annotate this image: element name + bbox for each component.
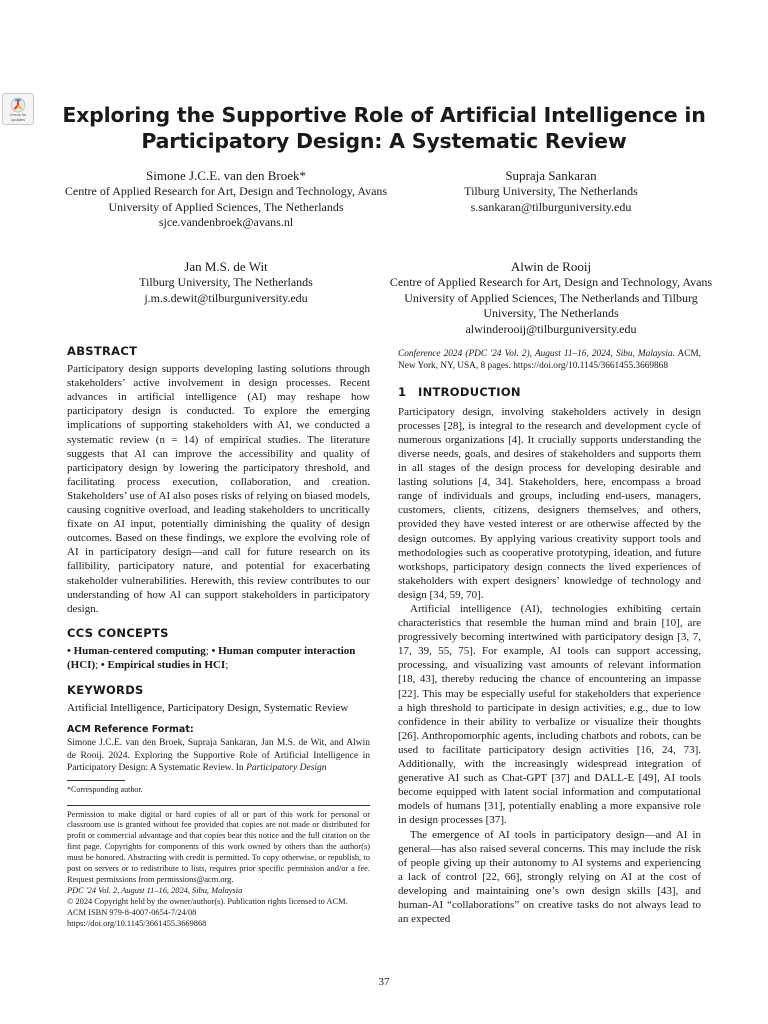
section-heading-introduction [398, 385, 701, 399]
abstract-text: Participatory design supports developing lasting solutions through stakeholders’ active involvement in design processes. Recent advances in artificial intelligence (AI) may reshape how participatory design is conducted. To explore the emerging implications of supporting stakeholders with AI, we conducted a systematic review (n = 14) of empirical studies. The literature suggests that AI can improve the accessibility and quality of participatory design by lowering the participatory threshold, and facilitating process execution, collaboration, and creation. Stakeholders’ use of AI also poses risks of relying on biased models, causing cognitive overload, and leading stakeholders to uncritically fixate on AI input, potentially diminishing the quality of design outcomes. Based on these findings, we explore the evolving role of AI in participatory design—and call for future research on its fallibility, participatory nature, and potential for exacerbating stakeholder vulnerabilities. Herewith, this review contributes to our understanding of how AI can support stakeholders in participatory design. [67, 363, 370, 615]
author-email[interactable]: alwinderooij@tilburguniversity.edu [465, 321, 637, 336]
crossmark-icon [10, 97, 26, 113]
paper-title: Exploring the Supportive Role of Artificial Intelligence in Participatory Design: A Systematic Review [62, 103, 706, 153]
permission-block [67, 810, 370, 930]
author-block [60, 258, 392, 306]
keywords-text: Artificial Intelligence, Participatory Design, Systematic Review [67, 702, 349, 715]
badge-label: Check for updates [9, 112, 27, 122]
page-number: 37 [378, 976, 390, 988]
author-email[interactable]: j.m.s.dewit@tilburguniversity.edu [144, 290, 308, 305]
author-block [60, 167, 392, 231]
author-name: Alwin de Rooij [510, 259, 592, 274]
left-column [67, 344, 370, 930]
author-affiliation: Centre of Applied Research for Art, Design and Technology, Avans University of Applied Sciences, The Netherlands and Tilburg University, The Netherlands [389, 275, 713, 320]
reference-venue: Participatory Design [246, 762, 327, 773]
author-affiliation: Tilburg University, The Netherlands [464, 184, 638, 198]
check-for-updates-badge[interactable] [2, 93, 34, 125]
permission-text: Permission to make digital or hard copies of all or part of this work for personal or classroom use is granted without fee provided that copies are not made or distributed for profit or commercial advantage and that copies bear this notice and the full citation on the first page. Copyrights for components of this work owned by others than the author(s) must be honored. Abstracting with credit is permitted. To copy otherwise, or republish, to post on servers or to redistribute to lists, requires prior specific permission and/or a fee. Request permissions from permissions@acm.org. [67, 809, 370, 884]
intro-paragraph: The emergence of AI tools in participatory design—and AI in general—has also raised several concerns. This may include the risk of people giving up their autonomy to AI systems and experiencing a lack of control [22, 66], strongly relying on AI at the cost of developing and maintaining one’s own design skills [43], and human-AI “collaborations” on creative tasks do not always lead to an expected [398, 828, 701, 926]
author-email[interactable]: s.sankaran@tilburguniversity.edu [470, 199, 632, 214]
ccs-concepts [67, 644, 370, 672]
reference-continued [398, 348, 701, 373]
right-column [398, 348, 701, 926]
ccs-item: • Human computer interaction (HCI) [67, 644, 356, 671]
reference-text: Simone J.C.E. van den Broek, Supraja Sankaran, Jan M.S. de Wit, and Alwin de Rooij. 2024. Exploring the Supportive Role of Artificial Intelligence in Participatory Design: A Systematic Review. In [67, 738, 370, 773]
author-name: Simone J.C.E. van den Broek* [146, 168, 306, 183]
ccs-item: • Empirical studies in HCI [100, 658, 226, 671]
reference-format-text [67, 737, 370, 774]
footnote-rule [67, 780, 125, 781]
doi-link[interactable]: https://doi.org/10.1145/3661455.3669868 [67, 918, 207, 928]
author-block [385, 258, 717, 337]
keywords-heading: KEYWORDS [67, 683, 144, 698]
author-affiliation: Tilburg University, The Netherlands [139, 275, 313, 289]
reference-format-heading: ACM Reference Format: [67, 724, 194, 736]
intro-paragraph: Artificial intelligence (AI), technologies exhibiting certain characteristics that resemble the human mind and brain [10], are progressively becoming intertwined with participatory design [3, 7, 17, 39, 55, 75]. For example, AI tools can support accessing, processing, and visualizing vast amounts of relevant information [18, 43], thereby reducing the chance of encountering an impasse [22]. This may be especially useful for stakeholders that experience a high threshold to participate in design activities, e.g., due to low confidence in their ability to verbalize or visualize their thoughts [26]. Anthropomorphic agents, including chatbots and robots, can be used to facilitate participatory design activities [16, 24, 73]. Additionally, with the increasingly widespread integration of generative AI such as Chat-GPT [37] and DALL-E [49], AI tools become equipped with latent social information and computational models of humans [31], potentially enabling a more expansive role in design processes [37]. [398, 603, 701, 827]
intro-paragraph: Participatory design, involving stakeholders actively in design processes [28], is integral to the research and development cycle of numerous organizations [4]. It crucially supports understanding the diverse needs, goals, and desires of stakeholders and supports them in all stages of the design process for developing desirable and lasting solutions [4, 34]. Stakeholders, here, encompass a broad range of individuals and groups, including end-users, managers, customers, clients, citizens, designers themselves, and others, provided they have vested interest or are otherwise affected by the design outcomes. By applying various creativity support tools and methodologies such as cooperative prototyping, ideation, and future workshops, participatory design connects the lived experiences of stakeholders with expert designers’ knowledge of technology and design [34, 59, 70]. [398, 405, 701, 601]
reference-venue: Conference 2024 (PDC '24 Vol. 2), August 11–16, 2024, Sibu, Malaysia. [398, 349, 675, 359]
conference-line: PDC '24 Vol. 2, August 11–16, 2024, Sibu, Malaysia [67, 885, 243, 895]
footnote: *Corresponding author. [67, 785, 143, 795]
ccs-item: • Human-centered computing [67, 644, 206, 657]
section-title: INTRODUCTION [418, 384, 521, 399]
author-block [385, 167, 717, 215]
author-name: Supraja Sankaran [505, 168, 597, 183]
author-affiliation: Centre of Applied Research for Art, Design and Technology, Avans University of Applied Sciences, The Netherlands [64, 184, 388, 214]
copyright-line: © 2024 Copyright held by the owner/author(s). Publication rights licensed to ACM. [67, 896, 348, 906]
abstract-heading: ABSTRACT [67, 344, 138, 358]
reference-rest: ACM, New York, NY, USA, 8 pages. https://doi.org/10.1145/3661455.3669868 [398, 349, 701, 372]
ccs-heading: CCS CONCEPTS [67, 625, 169, 640]
author-email[interactable]: sjce.vandenbroek@avans.nl [158, 215, 294, 229]
author-name: Jan M.S. de Wit [184, 259, 268, 274]
permission-rule [67, 805, 370, 806]
ccs-sep: ; [225, 658, 229, 671]
section-number: 1 [398, 384, 407, 399]
ccs-sep: ; [95, 658, 101, 671]
isbn-line: ACM ISBN 979-8-4007-0654-7/24/08 [67, 907, 197, 917]
ccs-sep: ; [205, 644, 212, 657]
